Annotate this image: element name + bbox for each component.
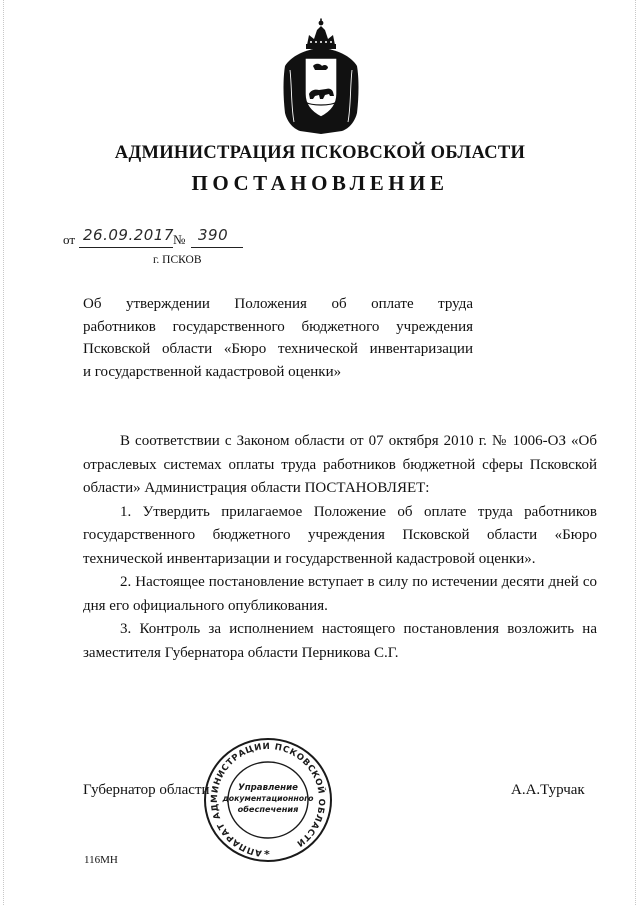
page-edge-left	[3, 0, 5, 905]
pskov-coat-of-arms-icon	[282, 18, 360, 136]
organization-name: АДМИНИСТРАЦИЯ ПСКОВСКОЙ ОБЛАСТИ	[114, 143, 526, 163]
stamp-ring-text: АППАРАТ АДМИНИСТРАЦИИ ПСКОВСКОЙ ОБЛАСТИ	[209, 741, 327, 858]
clause-paragraph: 2. Настоящее постановление вступает в силу по истечении десяти дней со дня его официального опубликования.	[83, 574, 597, 614]
clause-paragraph: 1. Утвердить прилагаемое Положение об оплате труда работников государственного бюджетного учреждения Псковской области «Бюро технической инвентаризации и государственной кадастровой оценки».	[83, 503, 597, 567]
handwritten-date: 26.09.2017	[83, 226, 174, 244]
stamp-star: *	[264, 848, 270, 861]
preamble-paragraph: В соответствии с Законом области от 07 октября 2010 г. № 1006-ОЗ «Об отраслевых системах оплаты труда работников бюджетной сферы Псковской области» Администрация области ПОСТАНОВЛЯЕТ:	[83, 433, 597, 496]
handwritten-number: 390	[198, 226, 229, 244]
page-edge-right	[635, 0, 637, 905]
clause-paragraph: 3. Контроль за исполнением настоящего постановления возложить на заместителя Губернатора области Перникова С.Г.	[83, 621, 597, 661]
footer-code: 116МН	[84, 854, 118, 866]
issue-city: г. ПСКОВ	[153, 254, 202, 266]
document-type-title: ПОСТАНОВЛЕНИЕ	[191, 171, 449, 195]
number-prefix: №	[173, 232, 186, 247]
stamp-center-line: документационного	[222, 794, 314, 803]
document-body	[83, 430, 597, 665]
stamp-center-line: Управление	[238, 783, 298, 793]
subject-line: Псковской области «Бюро технической инвентаризации	[83, 341, 473, 357]
stamp-center-line: обеспечения	[237, 804, 299, 814]
document-subject	[83, 293, 473, 383]
date-underline	[79, 247, 173, 248]
subject-line: Об утверждении Положения об оплате труда	[83, 296, 473, 312]
signatory-name: А.А.Турчак	[511, 782, 585, 798]
official-stamp	[201, 735, 335, 865]
subject-line: работников государственного бюджетного учреждения	[83, 318, 473, 335]
signatory-title: Губернатор области	[83, 782, 210, 798]
date-prefix: от	[63, 232, 76, 247]
number-underline	[191, 247, 243, 248]
subject-line: и государственной кадастровой оценки»	[83, 363, 342, 380]
